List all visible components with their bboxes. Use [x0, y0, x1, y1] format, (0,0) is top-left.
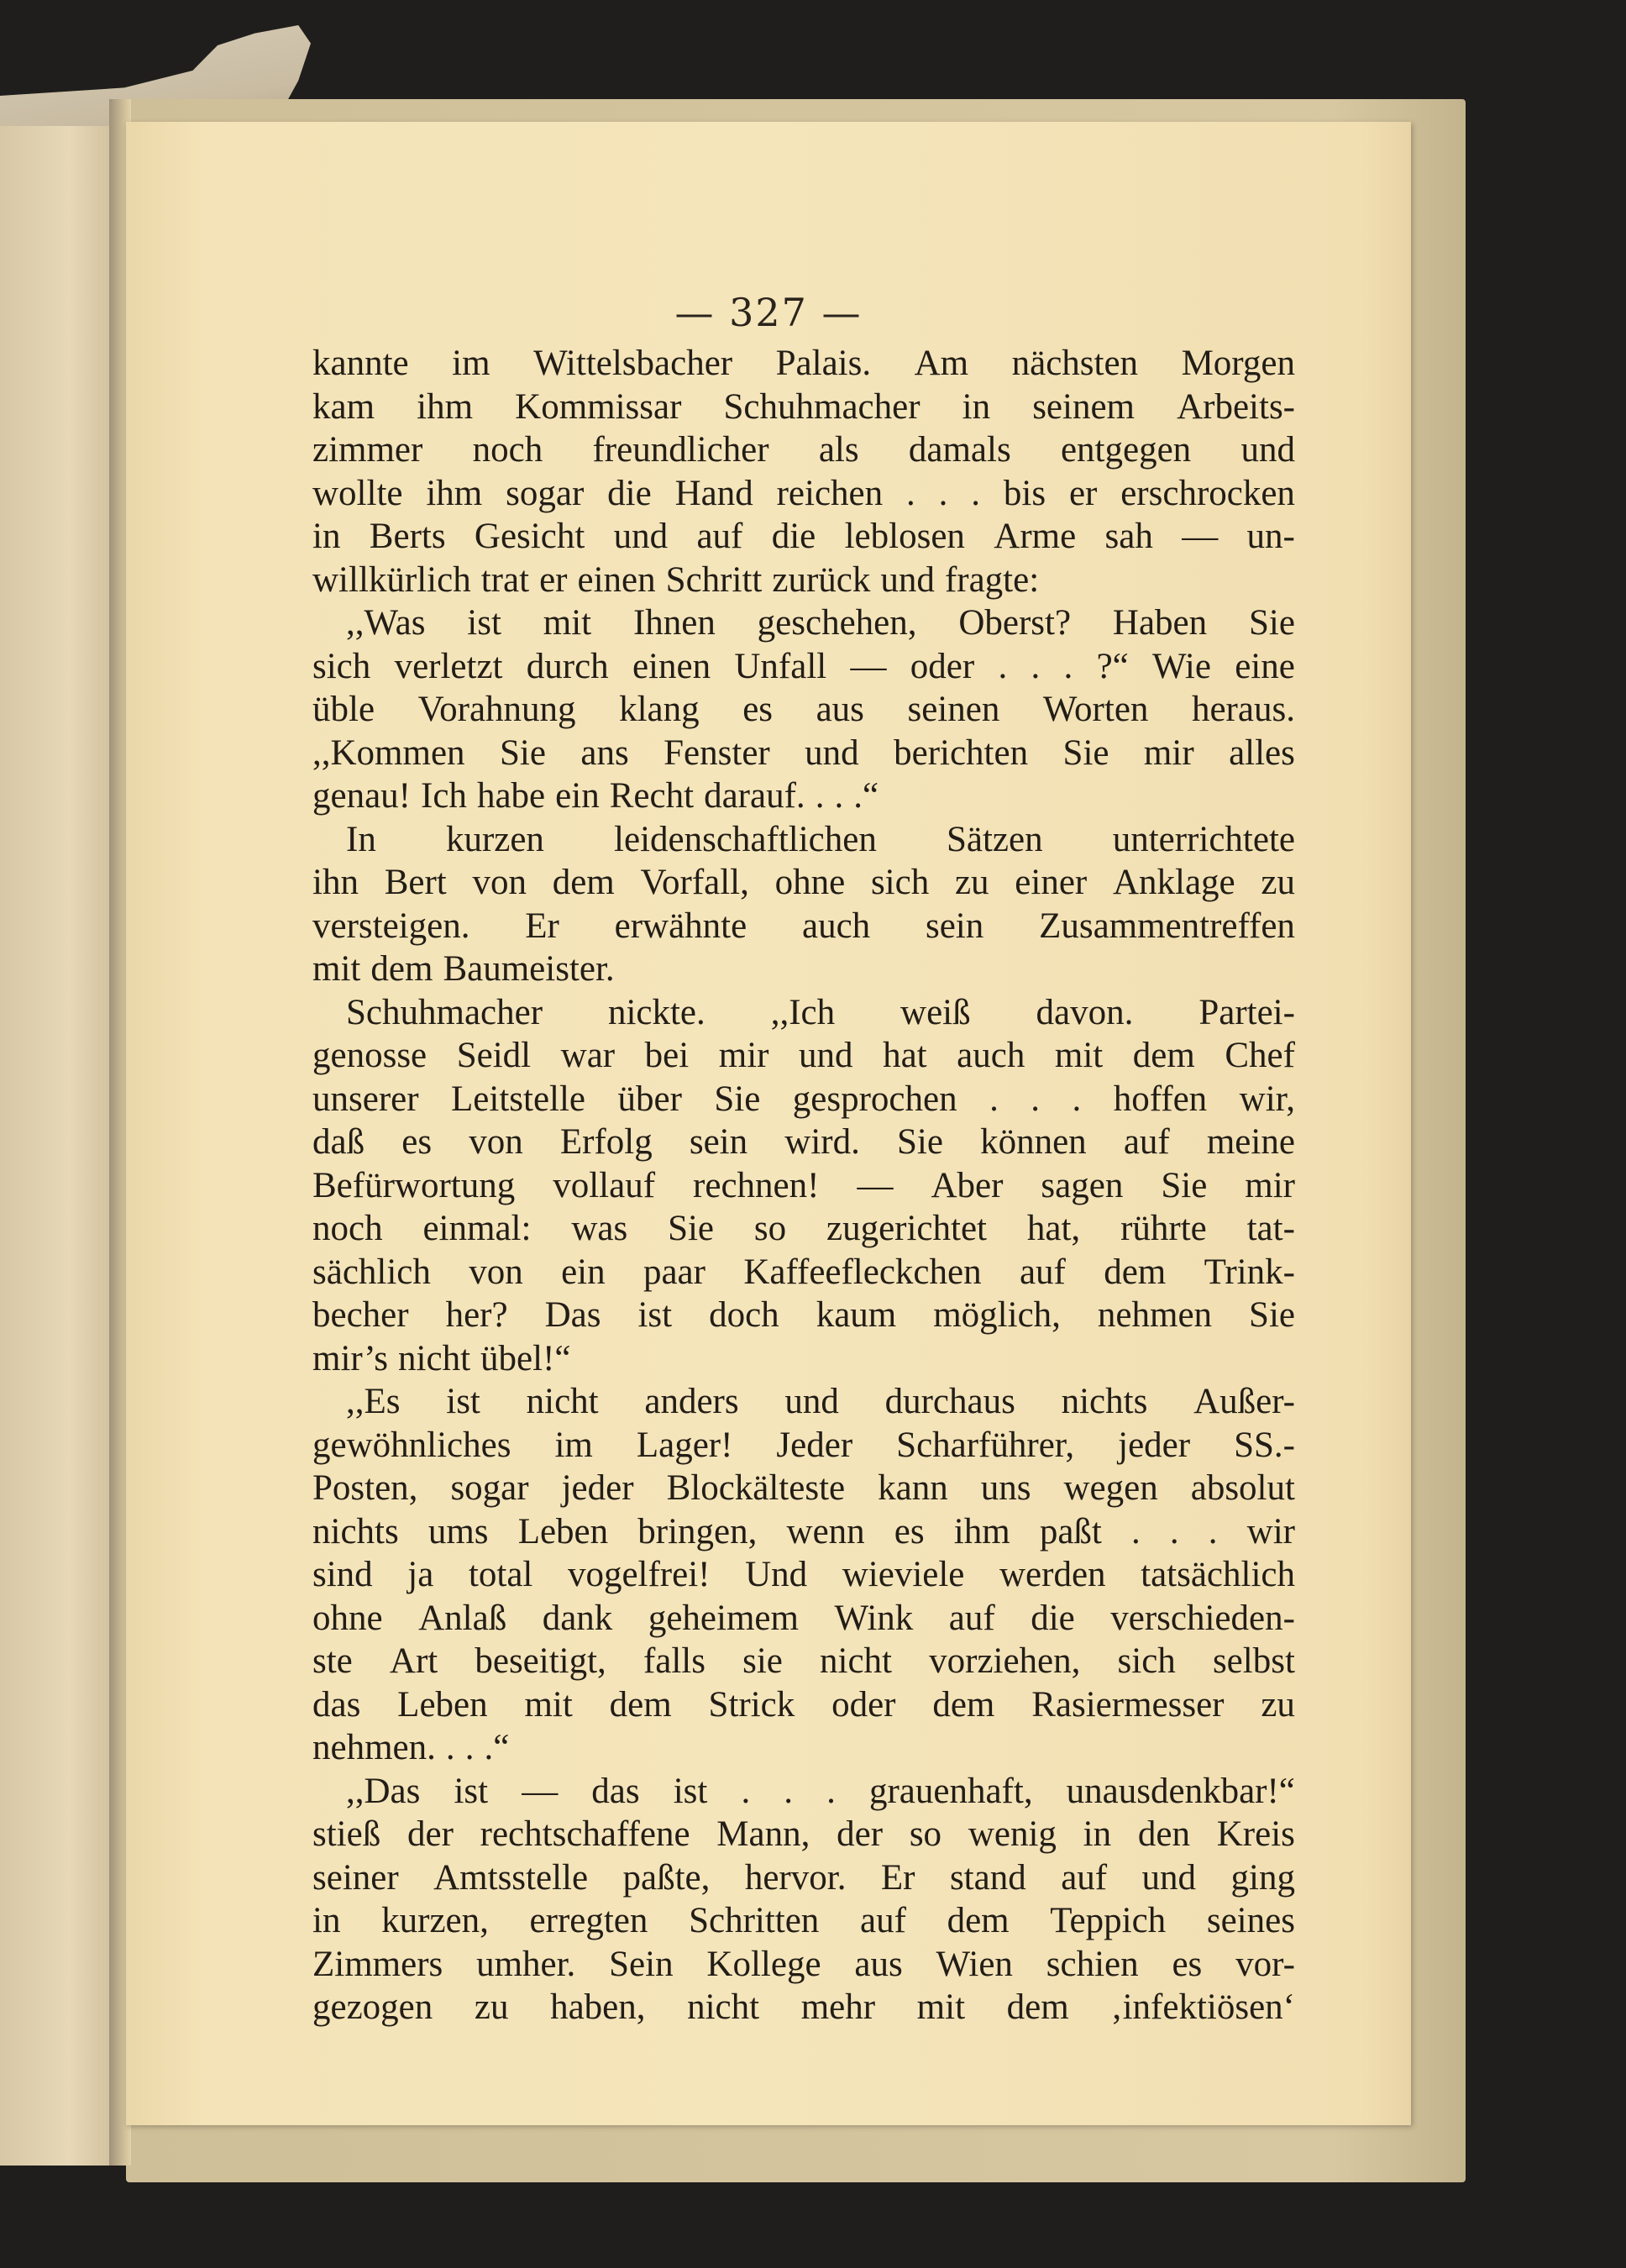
text-line: wollte ihm sogar die Hand reichen . . . bis er erschrocken: [312, 473, 1295, 513]
text-line: in Berts Gesicht und auf die leblosen Arme sah — un-: [312, 517, 1295, 556]
text-line: sächlich von ein paar Kaffeefleckchen auf dem Trink-: [312, 1252, 1295, 1292]
text-line: ,,Was ist mit Ihnen geschehen, Oberst? Haben Sie: [346, 603, 1295, 643]
text-line: ,,Es ist nicht anders und durchaus nichts Außer-: [346, 1382, 1295, 1421]
text-line: seiner Amtsstelle paßte, hervor. Er stand auf und ging: [312, 1857, 1295, 1898]
text-line: ste Art beseitigt, falls sie nicht vorziehen, sich selbst: [312, 1641, 1295, 1681]
text-line: mit dem Baumeister.: [312, 949, 615, 989]
text-line: ohne Anlaß dank geheimem Wink auf die verschieden-: [312, 1598, 1295, 1638]
text-line: Posten, sogar jeder Blockälteste kann uns wegen absolut: [312, 1468, 1295, 1508]
text-line: kannte im Wittelsbacher Palais. Am nächsten Morgen: [312, 344, 1295, 383]
text-line: noch einmal: was Sie so zugerichtet hat, rührte tat-: [312, 1209, 1295, 1248]
text-line: Befürwortung vollauf rechnen! — Aber sagen Sie mir: [312, 1165, 1295, 1205]
text-line: kam ihm Kommissar Schuhmacher in seinem Arbeits-: [312, 386, 1295, 427]
text-line: Zimmers umher. Sein Kollege aus Wien schien es vor-: [312, 1944, 1295, 1984]
text-line: versteigen. Er erwähnte auch sein Zusammentreffen: [312, 906, 1295, 946]
text-line: sind ja total vogelfrei! Und wieviele werden tatsächlich: [312, 1555, 1295, 1594]
text-line: das Leben mit dem Strick oder dem Rasiermesser zu: [312, 1684, 1295, 1725]
page-number: — 327 —: [674, 290, 863, 335]
text-line: genosse Seidl war bei mir und hat auch mit dem Chef: [312, 1036, 1295, 1075]
text-line: gezogen zu haben, nicht mehr mit dem ‚infektiösen‘: [312, 1987, 1295, 2027]
text-line: zimmer noch freundlicher als damals entgegen und: [312, 430, 1295, 470]
text-line: willkürlich trat er einen Schritt zurück und fragte:: [312, 559, 1040, 600]
text-line: unserer Leitstelle über Sie gesprochen . . . hoffen wir,: [312, 1079, 1295, 1119]
text-line: in kurzen, erregten Schritten auf dem Teppich seines: [312, 1901, 1295, 1940]
text-line: daß es von Erfolg sein wird. Sie können auf meine: [312, 1122, 1295, 1162]
text-line: sich verletzt durch einen Unfall — oder . . . ?“ Wie eine: [312, 646, 1295, 686]
text-line: gewöhnliches im Lager! Jeder Scharführer, jeder SS.-: [312, 1425, 1295, 1465]
text-line: becher her? Das ist doch kaum möglich, nehmen Sie: [312, 1295, 1295, 1335]
text-line: mir’s nicht übel!“: [312, 1338, 571, 1378]
text-line: Schuhmacher nickte. ,,Ich weiß davon. Partei-: [346, 992, 1295, 1032]
text-line: stieß der rechtschaffene Mann, der so wenig in den Kreis: [312, 1814, 1295, 1854]
text-line: nichts ums Leben bringen, wenn es ihm paßt . . . wir: [312, 1511, 1295, 1551]
body-text: [312, 342, 1295, 2029]
text-line: ihn Bert von dem Vorfall, ohne sich zu einer Anklage zu: [312, 863, 1295, 902]
text-line: üble Vorahnung klang es aus seinen Worten heraus.: [312, 690, 1295, 729]
text-line: In kurzen leidenschaftlichen Sätzen unterrichtete: [346, 819, 1295, 859]
text-line: ,,Das ist — das ist . . . grauenhaft, unausdenkbar!“: [346, 1771, 1295, 1811]
text-line: genau! Ich habe ein Recht darauf. . . .“: [312, 776, 879, 816]
text-line: ,,Kommen Sie ans Fenster und berichten Sie mir alles: [312, 732, 1295, 773]
book-page: [126, 122, 1411, 2125]
text-line: nehmen. . . .“: [312, 1728, 510, 1767]
facing-page-edge: [0, 99, 126, 2166]
